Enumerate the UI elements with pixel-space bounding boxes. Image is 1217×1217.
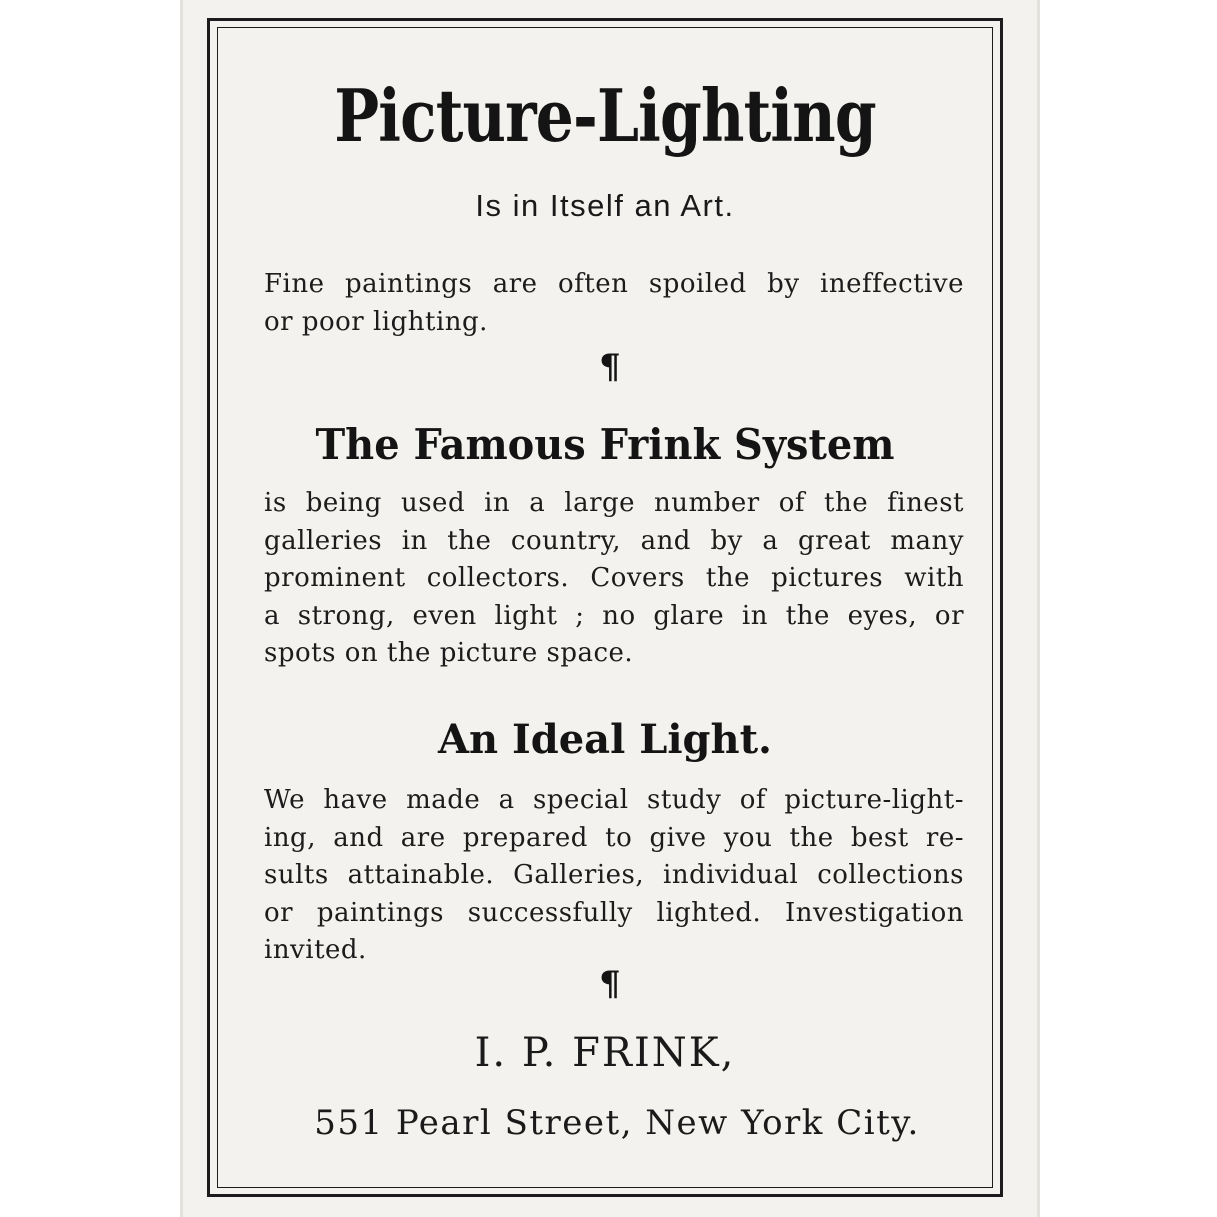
system-line: prominent collectors. Covers the pictures with bbox=[264, 563, 964, 593]
ad-title: Picture-Lighting bbox=[334, 73, 876, 158]
ideal-line: invited. bbox=[264, 935, 367, 965]
intro-paragraph bbox=[264, 266, 964, 341]
advertiser-address: 551 Pearl Street, New York City. bbox=[314, 1103, 920, 1143]
advertiser-name: I. P. FRINK, bbox=[474, 1030, 736, 1076]
ideal-line: or paintings successfully lighted. Investigation bbox=[264, 897, 964, 928]
system-line: galleries in the country, and by a great many bbox=[264, 525, 964, 556]
ideal-light-heading: An Ideal Light. bbox=[438, 716, 772, 763]
paper-edge-left bbox=[180, 0, 183, 1217]
pilcrow-ornament-icon: ¶ bbox=[599, 347, 621, 387]
system-paragraph bbox=[264, 485, 964, 673]
ad-subtitle: Is in Itself an Art. bbox=[475, 188, 735, 223]
pilcrow-ornament-icon: ¶ bbox=[599, 964, 621, 1004]
system-line: spots on the picture space. bbox=[264, 638, 634, 668]
intro-line: Fine paintings are often spoiled by ineffective bbox=[264, 269, 964, 299]
ideal-line: sults attainable. Galleries, individual collections bbox=[264, 860, 964, 890]
system-heading: The Famous Frink System bbox=[315, 420, 895, 469]
ideal-line: ing, and are prepared to give you the best re- bbox=[264, 822, 964, 853]
intro-line: or poor lighting. bbox=[264, 306, 488, 337]
system-line: a strong, even light ; no glare in the eyes, or bbox=[264, 600, 964, 631]
system-line: is being used in a large number of the finest bbox=[264, 488, 964, 518]
paper-edge-right bbox=[1037, 0, 1040, 1217]
ideal-line: We have made a special study of picture-light- bbox=[264, 785, 964, 815]
ideal-paragraph bbox=[264, 782, 964, 970]
